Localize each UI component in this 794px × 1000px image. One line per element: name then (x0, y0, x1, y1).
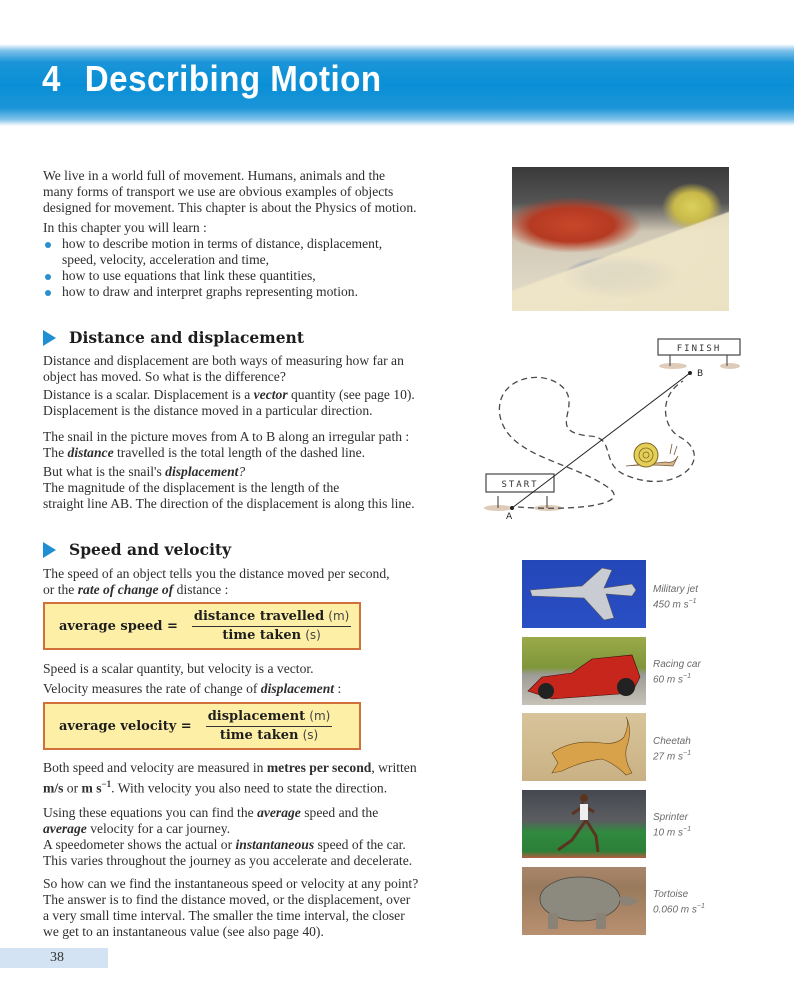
bullet-icon (45, 274, 51, 280)
distance-paragraph-2: Distance is a scalar. Displacement is a vector quantity (see page 10). Displacement is the distance moved in a particular direction. (43, 387, 415, 418)
cheetah-photo (522, 713, 646, 781)
triangle-marker-icon (43, 330, 56, 346)
finish-sign (658, 339, 740, 369)
chapter-title-text: Describing Motion (84, 58, 382, 99)
caption-military-jet: Military jet 450 m $s^{-1}$ (653, 584, 699, 611)
learning-objectives-list (43, 236, 382, 300)
snail-path-diagram (478, 336, 742, 520)
svg-text:START: START (501, 480, 539, 490)
caption-cheetah: Cheetah 27 m $s^{-1}$ (653, 736, 691, 763)
street-traffic-photo (512, 167, 729, 311)
point-a-label: A (506, 512, 513, 520)
section-heading-speed: Speed and velocity (43, 540, 231, 559)
caption-tortoise: Tortoise 0.060 m $s^{-1}$ (653, 889, 705, 916)
learn-lead: In this chapter you will learn : (43, 220, 207, 235)
distance-paragraph-1: Distance and displacement are both ways of measuring how far an object has moved. So what is the difference? (43, 353, 404, 384)
caption-sprinter: Sprinter 10 m $s^{-1}$ (653, 812, 691, 839)
chapter-title (42, 58, 382, 100)
fraction: $\frac{\text{displacement (m)}}{\text{time taken (s)}}$ (207, 709, 331, 743)
average-speed-formula-box: average speed = $\frac{\text{distance travelled (m)}}{\text{time taken (s)}}$ (43, 602, 361, 650)
speed-paragraph-4: Both speed and velocity are measured in metres per second, written m/s or m $s^{-1}$. With velocity you also need to state the direction. (43, 760, 417, 796)
section-heading-distance: Distance and displacement (43, 328, 304, 347)
sprinter-photo (522, 790, 646, 858)
racing-car-photo (522, 637, 646, 705)
distance-paragraph-4: But what is the snail's displacement? The magnitude of the displacement is the length of the straight line AB. The direction of the displacement is along this line. (43, 464, 415, 511)
point-b-label: B (697, 369, 704, 379)
snail-icon (626, 443, 678, 467)
speed-paragraph-5: Using these equations you can find the average speed and the average velocity for a car journey. A speedometer shows the actual or instantaneous speed of the car. This varies throughout the journey as you accelerate and decelerate. (43, 805, 413, 868)
distance-paragraph-3: The snail in the picture moves from A to B along an irregular path : The distance travelled is the total length of the dashed line. (43, 429, 410, 460)
tortoise-photo (522, 867, 646, 935)
caption-racing-car: Racing car 60 m $s^{-1}$ (653, 659, 701, 686)
chapter-number: 4 (42, 58, 61, 99)
displacement-line-ab (512, 373, 690, 508)
svg-text:FINISH: FINISH (676, 344, 722, 354)
list-item: how to draw and interpret graphs representing motion. (43, 284, 382, 300)
military-jet-photo (522, 560, 646, 628)
page-number: 38 (0, 948, 108, 968)
speed-paragraph-3: Velocity measures the rate of change of displacement : (43, 681, 342, 696)
list-item: how to use equations that link these quantities, (43, 268, 382, 284)
speed-paragraph-6: So how can we find the instantaneous speed or velocity at any point? The answer is to find the distance moved, or the displacement, over a very small time interval. The smaller the time interval, the closer we get to an instantaneous value (see also page 40). (43, 876, 419, 939)
average-velocity-formula-box: average velocity = $\frac{\text{displacement (m)}}{\text{time taken (s)}}$ (43, 702, 361, 750)
speed-paragraph-2: Speed is a scalar quantity, but velocity is a vector. (43, 661, 314, 676)
speed-paragraph-1: The speed of an object tells you the distance moved per second, or the rate of change of distance : (43, 566, 390, 597)
triangle-marker-icon (43, 542, 56, 558)
list-item: how to describe motion in terms of distance, displacement, speed, velocity, acceleration and time, (43, 236, 382, 268)
intro-paragraph: We live in a world full of movement. Humans, animals and the many forms of transport we use are obvious examples of objects designed for movement. This chapter is about the Physics of motion. (43, 168, 417, 215)
bullet-icon (45, 290, 51, 296)
fraction: $\frac{\text{distance travelled (m)}}{\text{time taken (s)}}$ (193, 609, 350, 643)
bullet-icon (45, 242, 51, 248)
